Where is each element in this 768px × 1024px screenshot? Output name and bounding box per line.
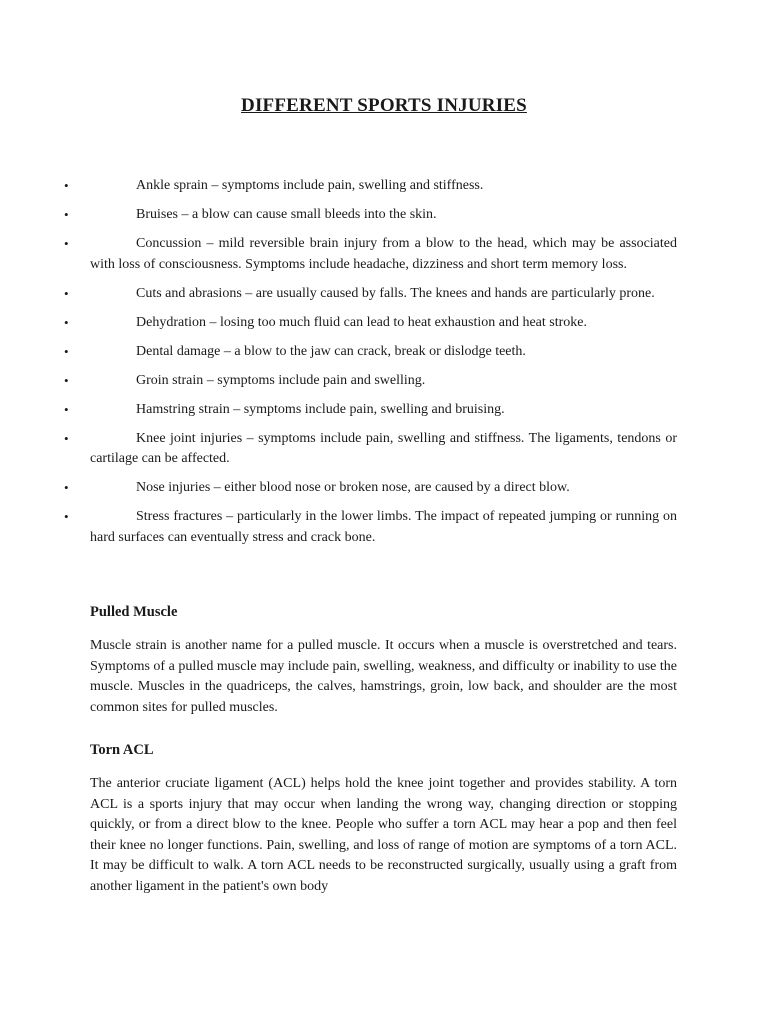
injury-list — [0, 176, 768, 557]
list-item — [0, 507, 677, 548]
section-heading: Torn ACL — [90, 742, 154, 758]
list-item — [0, 205, 677, 226]
bullet-icon: • — [64, 314, 69, 330]
list-item-text: Concussion – mild reversible brain injury from a blow to the head, which may be associated with loss of consciousness. Symptoms include headache, dizziness and short term memory loss. — [90, 236, 677, 272]
bullet-icon: • — [64, 401, 69, 417]
bullet-icon: • — [64, 343, 69, 359]
list-item — [0, 400, 677, 421]
list-item — [0, 478, 677, 499]
list-item — [0, 429, 677, 470]
section-heading: Pulled Muscle — [90, 604, 178, 620]
section-body: Muscle strain is another name for a pulled muscle. It occurs when a muscle is overstretched and tears. Symptoms of a pulled muscle may include pain, swelling, weakness, and difficulty or inability to use the muscle. Muscles in the quadriceps, the calves, hamstrings, groin, low back, and shoulder are the most common sites for pulled muscles. — [90, 638, 677, 715]
list-item — [0, 234, 677, 275]
list-item — [0, 176, 677, 197]
list-item-text: Ankle sprain – symptoms include pain, swelling and stiffness. — [136, 178, 484, 193]
bullet-icon: • — [64, 509, 69, 524]
page-title: DIFFERENT SPORTS INJURIES — [241, 95, 527, 116]
list-item-text: Dehydration – losing too much fluid can lead to heat exhaustion and heat stroke. — [136, 314, 587, 330]
bullet-icon: • — [64, 207, 69, 222]
section-pulled-muscle — [90, 602, 677, 718]
list-item-text: Stress fractures – particularly in the lower limbs. The impact of repeated jumping or running on hard surfaces can eventually stress and crack bone. — [90, 509, 677, 545]
list-item — [0, 371, 677, 392]
list-item-text: Knee joint injuries – symptoms include pain, swelling and stiffness. The ligaments, tendons or cartilage can be affected. — [90, 430, 677, 466]
list-item — [0, 313, 677, 334]
list-item — [0, 342, 677, 363]
bullet-icon: • — [64, 430, 69, 446]
section-torn-acl — [90, 740, 677, 897]
section-body: The anterior cruciate ligament (ACL) helps hold the knee joint together and provides stability. A torn ACL is a sports injury that may occur when landing the wrong way, changing direction or stopping quickly, or from a direct blow to the knee. People who suffer a torn ACL may hear a pop and then feel their knee no longer functions. Pain, swelling, and loss of range of motion are symptoms of a torn ACL. It may be difficult to walk. A torn ACL needs to be reconstructed surgically, usually using a graft from another ligament in the patient's own body — [90, 776, 677, 894]
bullet-icon: • — [64, 480, 69, 495]
list-item-text: Cuts and abrasions – are usually caused by falls. The knees and hands are particularly prone. — [136, 285, 655, 301]
list-item-text: Bruises – a blow can cause small bleeds into the skin. — [136, 207, 437, 222]
list-item — [0, 284, 677, 305]
list-item-text: Hamstring strain – symptoms include pain, swelling and bruising. — [136, 401, 505, 417]
list-item-text: Dental damage – a blow to the jaw can crack, break or dislodge teeth. — [136, 343, 526, 359]
list-item-text: Groin strain – symptoms include pain and swelling. — [136, 372, 426, 388]
bullet-icon: • — [64, 236, 69, 251]
list-item-text: Nose injuries – either blood nose or broken nose, are caused by a direct blow. — [136, 480, 570, 495]
bullet-icon: • — [64, 285, 69, 301]
bullet-icon: • — [64, 178, 69, 193]
bullet-icon: • — [64, 372, 69, 388]
